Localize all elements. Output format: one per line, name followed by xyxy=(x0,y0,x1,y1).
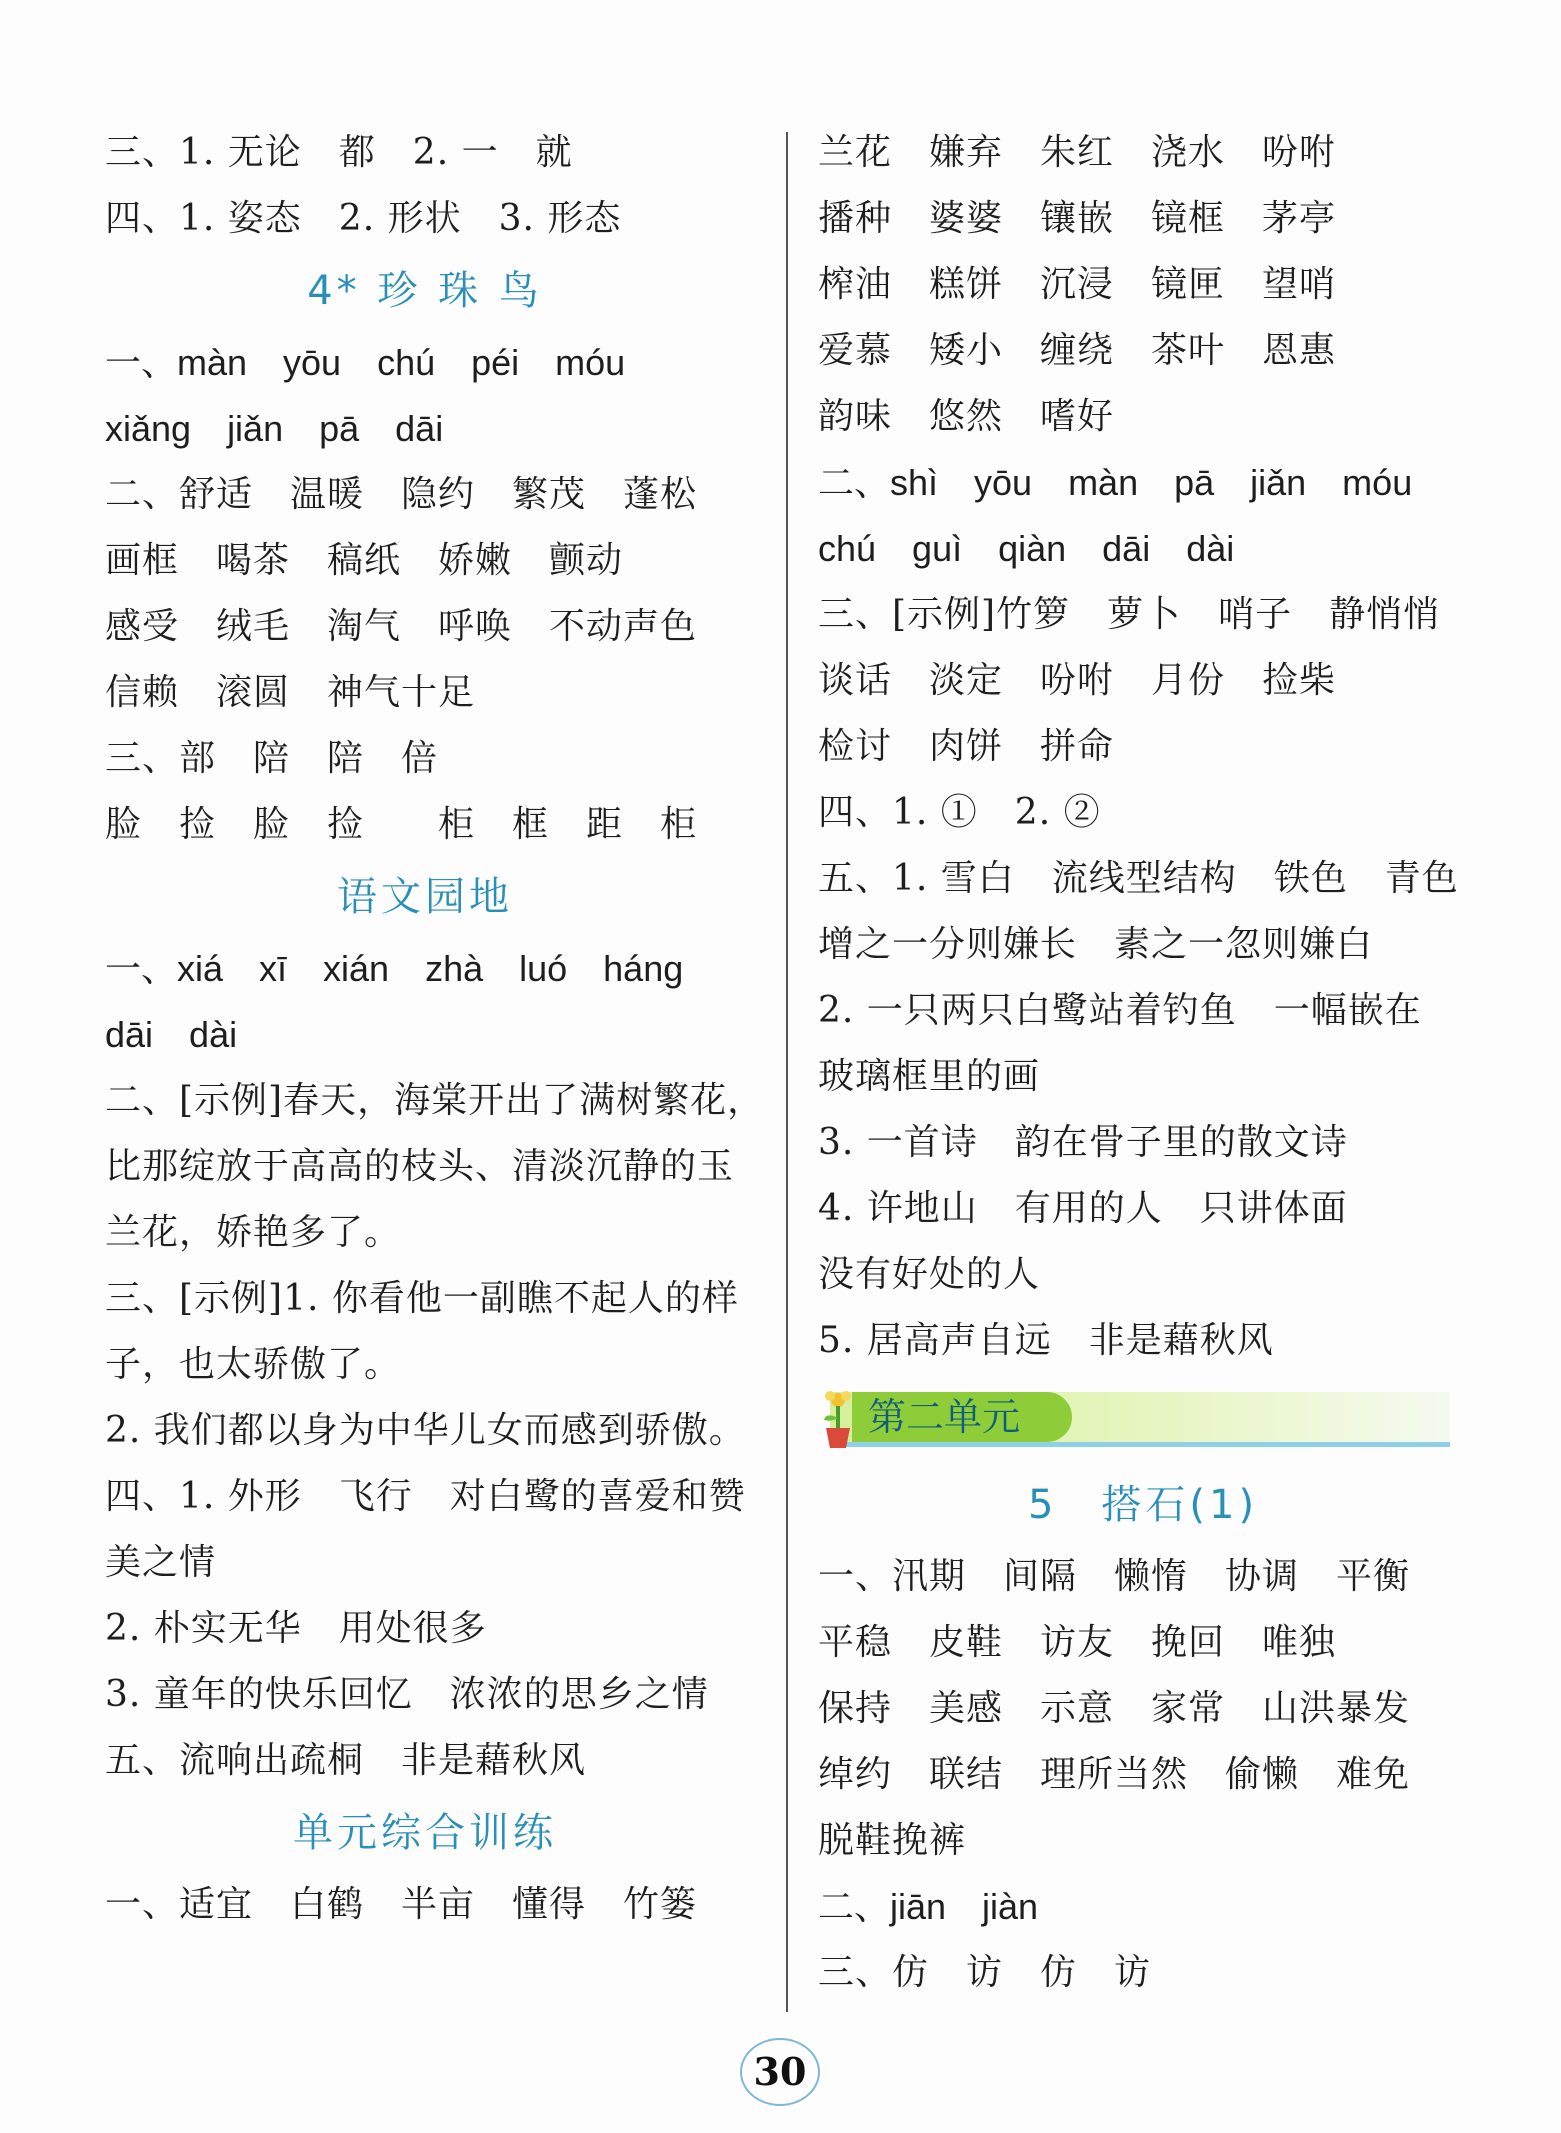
answer-line: 爱慕 矮小 缠绕 茶叶 恩惠 xyxy=(818,330,1337,371)
answer-line: 播种 婆婆 镶嵌 镜框 茅亭 xyxy=(818,198,1337,239)
section-heading: 单元综合训练 xyxy=(293,1810,557,1856)
answer-line: 四、1. ① 2. ② xyxy=(818,792,1101,833)
answer-line: 三、[示例]1. 你看他一副瞧不起人的样 xyxy=(105,1278,739,1319)
answer-line: 2. 朴实无华 用处很多 xyxy=(105,1608,487,1649)
answer-line: 画框 喝茶 稿纸 娇嫩 颤动 xyxy=(105,540,624,581)
answer-line: 子，也太骄傲了。 xyxy=(105,1344,402,1385)
pinyin-line: dāi dài xyxy=(105,1014,238,1055)
left-column xyxy=(105,120,765,1938)
answer-line: 检讨 肉饼 拼命 xyxy=(818,726,1115,767)
answer-line: 绰约 联结 理所当然 偷懒 难免 xyxy=(818,1754,1411,1795)
pinyin-line: xiǎng jiǎn pā dāi xyxy=(105,408,444,449)
answer-line: 3. 一首诗 韵在骨子里的散文诗 xyxy=(818,1122,1348,1163)
unit-title: 第二单元 xyxy=(868,1395,1021,1439)
answer-line: 平稳 皮鞋 访友 挽回 唯独 xyxy=(818,1622,1337,1663)
column-divider xyxy=(786,132,788,2012)
answer-line: 五、流响出疏桐 非是藉秋风 xyxy=(105,1740,587,1781)
answer-line: 三、[示例]竹箩 萝卜 哨子 静悄悄 xyxy=(818,594,1441,635)
flower-pot-icon xyxy=(818,1386,858,1450)
answer-line: 2. 我们都以身为中华儿女而感到骄傲。 xyxy=(105,1410,746,1451)
answer-line: 榨油 糕饼 沉浸 镜匣 望哨 xyxy=(818,264,1337,305)
pinyin-line: 一、xiá xī xián zhà luó háng xyxy=(105,948,684,989)
unit-banner xyxy=(818,1382,1468,1460)
answer-line: 美之情 xyxy=(105,1542,217,1583)
right-column xyxy=(818,120,1468,2006)
answer-line: 玻璃框里的画 xyxy=(818,1056,1041,1097)
answer-line: 韵味 悠然 嗜好 xyxy=(818,396,1115,437)
answer-line: 兰花 嫌弃 朱红 浇水 吩咐 xyxy=(818,132,1337,173)
pinyin-line: 二、jiān jiàn xyxy=(818,1886,1039,1927)
answer-line: 五、1. 雪白 流线型结构 铁色 青色 xyxy=(818,858,1459,899)
answer-line: 二、舒适 温暖 隐约 繁茂 蓬松 xyxy=(105,474,698,515)
pinyin-line: chú guì qiàn dāi dài xyxy=(818,528,1235,569)
answer-line: 保持 美感 示意 家常 山洪暴发 xyxy=(818,1688,1411,1729)
page-number: 30 xyxy=(740,2038,820,2106)
pinyin-line: 二、shì yōu màn pā jiǎn móu xyxy=(818,462,1413,503)
answer-line: 4. 许地山 有用的人 只讲体面 xyxy=(818,1188,1348,1229)
answer-line: 没有好处的人 xyxy=(818,1254,1041,1295)
answer-line: 脸 捡 脸 捡 柜 框 距 柜 xyxy=(105,804,698,845)
answer-line: 5. 居高声自远 非是藉秋风 xyxy=(818,1320,1274,1361)
answer-line: 一、适宜 白鹤 半亩 懂得 竹篓 xyxy=(105,1884,698,1925)
answer-line: 三、部 陪 陪 倍 xyxy=(105,738,439,779)
answer-line: 兰花，娇艳多了。 xyxy=(105,1212,402,1253)
pinyin-line: 一、màn yōu chú péi móu xyxy=(105,342,626,383)
lesson-heading: 4* 珍 珠 鸟 xyxy=(307,268,543,314)
answer-line: 脱鞋挽裤 xyxy=(818,1820,967,1861)
section-heading: 语文园地 xyxy=(337,874,513,920)
answer-line: 谈话 淡定 吩咐 月份 捡柴 xyxy=(818,660,1337,701)
answer-line: 增之一分则嫌长 素之一忽则嫌白 xyxy=(818,924,1374,965)
answer-line: 三、仿 访 仿 访 xyxy=(818,1952,1152,1993)
answer-line: 信赖 滚圆 神气十足 xyxy=(105,672,476,713)
answer-line: 一、汛期 间隔 懒惰 协调 平衡 xyxy=(818,1556,1411,1597)
lesson-heading: 5 搭石(1) xyxy=(1027,1482,1259,1528)
answer-line: 三、1. 无论 都 2. 一 就 xyxy=(105,132,573,173)
answer-line: 二、[示例]春天，海棠开出了满树繁花， xyxy=(105,1080,765,1121)
answer-line: 感受 绒毛 淘气 呼唤 不动声色 xyxy=(105,606,698,647)
answer-line: 四、1. 外形 飞行 对白鹭的喜爱和赞 xyxy=(105,1476,746,1517)
answer-line: 比那绽放于高高的枝头、清淡沉静的玉 xyxy=(105,1146,735,1187)
answer-line: 3. 童年的快乐回忆 浓浓的思乡之情 xyxy=(105,1674,709,1715)
answer-line: 2. 一只两只白鹭站着钓鱼 一幅嵌在 xyxy=(818,990,1422,1031)
answer-line: 四、1. 姿态 2. 形状 3. 形态 xyxy=(105,198,622,239)
